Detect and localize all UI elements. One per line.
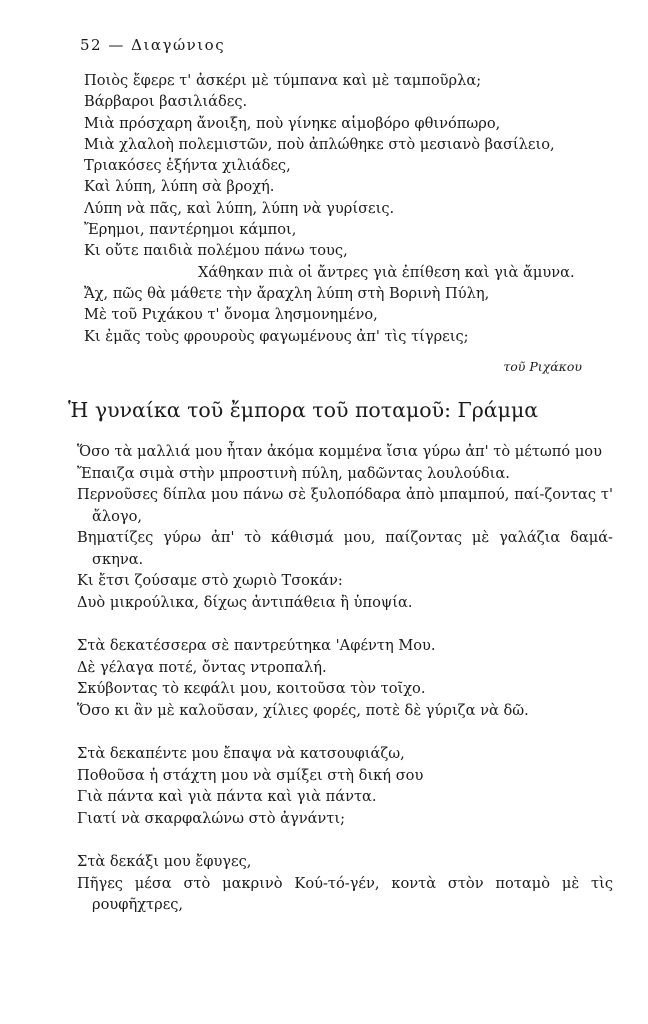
stanza-gap xyxy=(77,613,613,635)
poem-line: Δυὸ μικρούλικα, δίχως ἀντιπάθεια ἢ ὑποψία. xyxy=(77,593,413,611)
poem-line: Μιὰ χλαλοὴ πολεμιστῶν, ποὺ ἀπλώθηκε στὸ μεσιανὸ βασίλειο, xyxy=(84,135,555,153)
poem-line: Στὰ δεκατέσσερα σὲ παντρεύτηκα 'Αφέντη Μου. xyxy=(77,637,436,654)
stanza-gap xyxy=(77,829,613,851)
poem-line: Περνοῦσες δίπλα μου πάνω σὲ ξυλοπόδαρα ἀπὸ μπαμπού, παί-ζοντας τ' ἄλογο, xyxy=(77,486,613,525)
poem-line: Ποιὸς ἔφερε τ' ἀσκέρι μὲ τύμπανα καὶ μὲ ταμποῦρλα; xyxy=(84,72,482,89)
poem-line: Ἄχ, πῶς θὰ μάθετε τὴν ἄραχλη λύπη στὴ Βορινὴ Πύλη, xyxy=(84,284,490,302)
poem-title: Ἡ γυναίκα τοῦ ἔμπορα τοῦ ποταμοῦ: Γράμμα xyxy=(68,398,539,422)
poem-line: Κι ἐμᾶς τοὺς φρουροὺς φαγωμένους ἀπ' τὶς τίγρεις; xyxy=(84,327,469,345)
poem-line: Ἔρημοι, παντέρημοι κάμποι, xyxy=(84,221,297,239)
stanza-gap xyxy=(77,721,613,743)
poem-line: Ὅσο κι ἂν μὲ καλοῦσαν, χίλιες φορές, ποτὲ δὲ γύριζα νὰ δῶ. xyxy=(77,701,529,719)
poem-attribution: τοῦ Ριχάκου xyxy=(503,359,582,374)
poem-stanza xyxy=(77,743,613,829)
poem-line: Γιὰ πάντα καὶ γιὰ πάντα καὶ γιὰ πάντα. xyxy=(77,788,377,805)
poem-line: Κι οὔτε παιδιὰ πολέμου πάνω τους, xyxy=(84,242,348,260)
page-header xyxy=(80,36,225,54)
poem-line: Τριακόσες ἑξήντα χιλιάδες, xyxy=(84,157,291,175)
poem-line: Ἔπαιζα σιμὰ στὴν μπροστινὴ πύλη, μαδῶντας λουλούδια. xyxy=(77,464,510,482)
running-title: — Διαγώνιος xyxy=(108,36,226,54)
poem-line: Σκύβοντας τὸ κεφάλι μου, κοιτοῦσα τὸν τοῖχο. xyxy=(77,680,426,697)
poem-line: Ποθοῦσα ἡ στάχτη μου νὰ σμίξει στὴ δική σου xyxy=(77,766,424,784)
poem-stanza xyxy=(84,70,604,347)
page-number: 52 xyxy=(80,36,103,54)
poem-line: Χάθηκαν πιὰ οἱ ἄντρες γιὰ ἐπίθεση καὶ γιὰ ἄμυνα. xyxy=(198,263,575,281)
poem-stanza xyxy=(77,441,613,613)
poem-line: Βηματίζες γύρω ἀπ' τὸ κάθισμά μου, παίζοντας μὲ γαλάζια δαμά-σκηνα. xyxy=(77,529,613,568)
poem-body xyxy=(77,441,613,916)
poem-line: Λύπη νὰ πᾶς, καὶ λύπη, λύπη νὰ γυρίσεις. xyxy=(84,199,395,217)
poem-stanza xyxy=(77,635,613,721)
poem-line: Βάρβαροι βασιλιάδες. xyxy=(84,93,248,111)
poem-line: Στὰ δεκάξι μου ἔφυγες, xyxy=(77,853,252,870)
poem-line: Κι ἔτσι ζούσαμε στὸ χωριὸ Τσοκάν: xyxy=(77,572,343,589)
poem-line: Δὲ γέλαγα ποτέ, ὄντας ντροπαλή. xyxy=(77,658,327,676)
poem-line: Γιατί νὰ σκαρφαλώνω στὸ ἀγνάντι; xyxy=(77,809,346,827)
poem-line: Καὶ λύπη, λύπη σὰ βροχή. xyxy=(84,178,275,196)
poem-line: Μιὰ πρόσχαρη ἄνοιξη, ποὺ γίνηκε αἱμοβόρο φθινόπωρο, xyxy=(84,114,501,132)
poem-line: Ὅσο τὰ μαλλιά μου ἦταν ἀκόμα κομμένα ἴσια γύρω ἀπ' τὸ μέτωπό μου xyxy=(77,443,602,460)
poem-line: Στὰ δεκαπέντε μου ἔπαψα νὰ κατσουφιάζω, xyxy=(77,745,405,762)
poem-stanza xyxy=(77,851,613,916)
poem-line: Μὲ τοῦ Ριχάκου τ' ὄνομα λησμονημένο, xyxy=(84,306,378,324)
poem-line: Πῆγες μέσα στὸ μακρινὸ Κού-τό-γέν, κοντὰ στὸν ποταμὸ μὲ τὶς ρουφῆχτρες, xyxy=(77,874,613,913)
